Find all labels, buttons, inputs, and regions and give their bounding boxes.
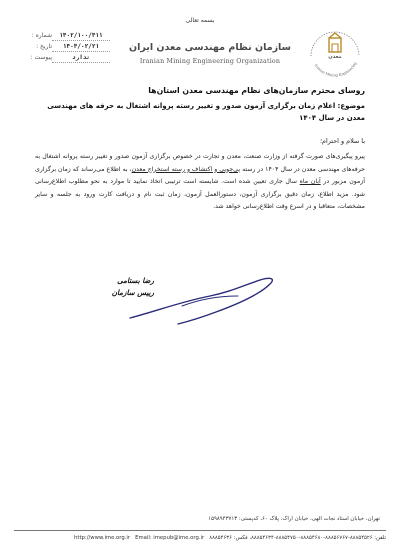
basmala: بسمه تعالی bbox=[185, 17, 215, 24]
meta-date-row bbox=[22, 41, 112, 52]
footer-divider bbox=[14, 530, 386, 531]
footer-website[interactable]: http://www.ime.org.ir bbox=[74, 535, 131, 541]
meta-attachment-value: ندارد bbox=[52, 52, 110, 63]
meta-attachment-label: پیوست : bbox=[30, 54, 52, 61]
footer-email[interactable]: Email: imepub@ime.org.ir bbox=[135, 535, 205, 541]
svg-text:Iranian Mining Engineering bbox=[314, 61, 358, 78]
body-part-1: پیرو پیگیری‌های صورت گرفته از وزارت صنعت، معدن و تجارت در خصوص برگزاری آزمون صدور و تغییر رسته پروانه اشتغال به حرفه‌های مهندسی معدن در سال ۱۴۰۴ در رسته bbox=[35, 153, 365, 173]
subject-label: موضوع: bbox=[337, 102, 365, 110]
body-underlined-month: آبان ماه bbox=[299, 178, 321, 186]
signatory-name: رضا بستامی bbox=[117, 276, 154, 285]
meta-date-value: ۱۴۰۴/۰۲/۲۱ bbox=[52, 41, 110, 52]
footer-address: تهران، خیابان استاد نجات الهی، خیابان اراک، پلاک ۶۰، کدپستی: ۱۵۹۸۹۴۳۷۱۳ bbox=[208, 516, 380, 522]
subject-line bbox=[35, 100, 365, 124]
subject-text: اعلام زمان برگزاری آزمون صدور و تغییر رسته پروانه اشتغال به حرفه های مهندسی معدن در سال ۱۴۰۴ bbox=[47, 102, 365, 122]
organization-logo-icon bbox=[305, 26, 365, 86]
meta-attachment-row bbox=[22, 52, 112, 63]
signatory-title: رییس سازمان bbox=[111, 288, 154, 297]
org-name-english: Iranian Mining Engineering Organization bbox=[139, 58, 281, 65]
footer-contact-line bbox=[14, 535, 386, 541]
body-part-3: سال جاری تعیین شده است. شایسته است ترتیبی اتخاذ نمایید تا موارد به نحو مطلوب اطلاع‌رسانی شود. مزید اطلاع، زمان دقیق برگزاری آزمون، دستورالعمل آزمون، زمان ثبت نام و دریافت کارت ورود به جلسه و سایر مشخصات، متعاقبا و در اسرع وقت اطلاع‌رسانی خواهد شد. bbox=[35, 178, 365, 211]
meta-number-label: شماره : bbox=[31, 32, 52, 39]
body-underlined-category: پی‌جویی و اکتشاف و رسته استخراج معدن bbox=[131, 165, 241, 173]
body-part-2: ، به اطلاع می‌رساند که زمان برگزاری آزمون مزبور در bbox=[35, 165, 365, 186]
greeting: با سلام و احترام؛ bbox=[320, 137, 365, 145]
meta-number-value: ۱۴۰۲/۱۰۰/۴۱۱ bbox=[52, 30, 110, 41]
meta-date-label: تاریخ : bbox=[36, 43, 52, 50]
letter-meta bbox=[22, 30, 112, 63]
footer-phone-fax: تلفن: ۸۸۸۵۴۵۲۶-۸۸۸۵۶۷۶۷-۸۸۸۵۴۶۸۰-۸۸۸۵۴۷۵۰-۸۸۸۵۴۶۳۴، فکس: ۸۸۸۵۴۶۳۶ bbox=[209, 535, 386, 541]
org-name-persian: سازمان نظام مهندسی معدن ایران bbox=[129, 42, 291, 53]
logo-label-persian: معدن bbox=[328, 54, 342, 60]
addressee: روسای محترم سازمان‌های نظام مهندسی معدن استان‌ها bbox=[148, 86, 365, 95]
letter-body bbox=[35, 151, 365, 214]
meta-number-row bbox=[22, 30, 112, 41]
logo-label-english: Iranian Mining Engineering bbox=[313, 61, 358, 78]
